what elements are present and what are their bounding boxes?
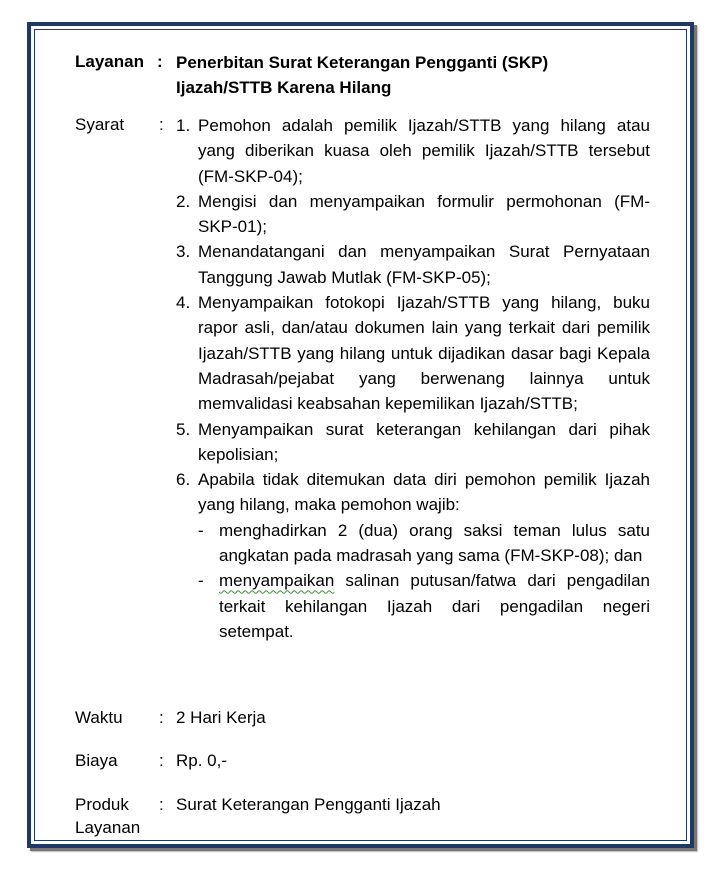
service-title-line2: Ijazah/STTB Karena Hilang [176, 78, 392, 97]
list-item-text: Apabila tidak ditemukan data diri pemohon pemilik Ijazah yang hilang, maka pemohon wajib: [198, 470, 650, 515]
produk-label-line1: Produk [75, 795, 129, 814]
service-title-line1: Penerbitan Surat Keterangan Pengganti (SKP) [176, 53, 549, 72]
waktu-value: 2 Hari Kerja [176, 708, 266, 727]
list-item-number: 1. [176, 116, 191, 135]
list-item-number: 4. [176, 293, 191, 313]
sub-list-text [219, 568, 650, 644]
list-item [176, 189, 650, 240]
produk-label-line2: Layanan [75, 818, 141, 837]
list-item-text: Menyampaikan fotokopi Ijazah/STTB yang hilang, buku rapor asli, dan/atau dokumen lain yang terkait dari pemilik Ijazah/STTB yang hilang untuk dijadikan dasar bagi Kepala Madrasah/pejabat yang berwenang lainnya untuk memvalidasi keabsahan kepemilikan Ijazah/STTB; [198, 293, 650, 414]
list-item-number: 6. [176, 470, 191, 490]
sub-list-item [198, 568, 650, 644]
biaya-value: Rp. 0,- [176, 751, 228, 770]
list-item-text: Menyampaikan surat keterangan kehilangan dari pihak kepolisian; [198, 419, 650, 464]
waktu-label: Waktu [75, 708, 123, 727]
list-item [176, 417, 650, 468]
list-item [176, 113, 650, 189]
list-item [176, 239, 650, 290]
list-item-text: Pemohon adalah pemilik Ijazah/STTB yang hilang atau yang diberikan kuasa oleh pemilik Ijazah/STTB tersebut (FM-SKP-04); [198, 116, 650, 186]
sub-list-dash: - [198, 520, 204, 540]
requirements-list [176, 113, 650, 644]
biaya-label: Biaya [75, 751, 118, 770]
syarat-label: Syarat [75, 115, 125, 134]
list-item-number: 5. [176, 419, 191, 439]
waktu-colon: : [159, 708, 164, 727]
layanan-label: Layanan [75, 52, 144, 71]
produk-colon: : [159, 795, 164, 814]
service-title [176, 50, 548, 100]
list-item [176, 467, 650, 518]
sub-list-text: menghadirkan 2 (dua) orang saksi teman lulus satu angkatan pada madrasah yang sama (FM-SKP-08); dan [219, 520, 650, 566]
list-item-number: 3. [176, 242, 191, 262]
sub-list-item [198, 518, 650, 569]
sub-list-dash: - [198, 571, 204, 591]
biaya-colon: : [159, 751, 164, 770]
layanan-colon: : [157, 52, 163, 71]
list-item [176, 290, 650, 416]
list-item-text: Mengisi dan menyampaikan formulir permohonan (FM-SKP-01); [198, 191, 650, 237]
produk-label [75, 793, 140, 839]
spellcheck-flagged-word[interactable]: menyampaikan [219, 571, 335, 591]
syarat-colon: : [159, 115, 164, 134]
sub-list-text-rest: salinan putusan/fatwa dari pengadilan terkait kehilangan Ijazah dari pengadilan negeri setempat. [219, 571, 650, 641]
produk-value: Surat Keterangan Pengganti Ijazah [176, 795, 441, 814]
list-item-number: 2. [176, 191, 191, 211]
list-item-text: Menandatangani dan menyampaikan Surat Pernyataan Tanggung Jawab Mutlak (FM-SKP-05); [198, 242, 650, 287]
